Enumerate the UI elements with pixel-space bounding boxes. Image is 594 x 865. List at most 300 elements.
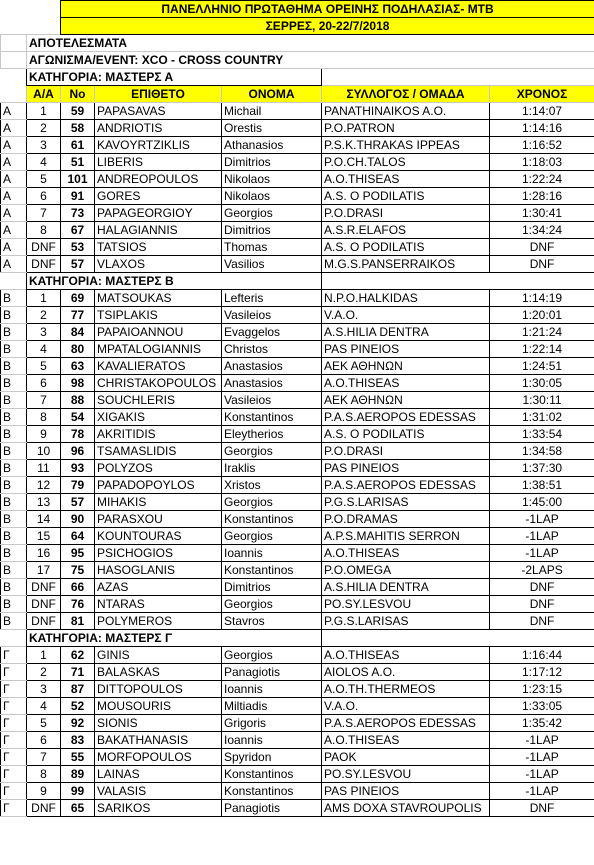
race-number: 71 <box>61 664 95 681</box>
position: 1 <box>27 103 61 120</box>
time: DNF <box>490 239 594 256</box>
result-row <box>1 137 594 154</box>
surname: BAKATHANASIS <box>95 732 222 749</box>
time: 1:45:00 <box>490 494 594 511</box>
race-number: 96 <box>61 443 95 460</box>
category-code: Α <box>1 222 27 239</box>
race-number: 69 <box>61 290 95 307</box>
time: 1:22:14 <box>490 341 594 358</box>
result-row <box>1 732 594 749</box>
surname: LIBERIS <box>95 154 222 171</box>
category-code: Γ <box>1 681 27 698</box>
banner-row-1 <box>1 1 594 18</box>
first-name: Dimitrios <box>222 222 322 239</box>
first-name: Anastasios <box>222 358 322 375</box>
result-row <box>1 426 594 443</box>
position: 6 <box>27 188 61 205</box>
position: 4 <box>27 341 61 358</box>
position: 9 <box>27 426 61 443</box>
page-title: ΑΠΟΤΕΛΕΣΜΑΤΑ <box>27 35 594 52</box>
category-code: Β <box>1 375 27 392</box>
position: 1 <box>27 647 61 664</box>
time: 1:14:19 <box>490 290 594 307</box>
first-name: Ioannis <box>222 732 322 749</box>
category-code: Γ <box>1 783 27 800</box>
time: 1:30:41 <box>490 205 594 222</box>
result-row <box>1 783 594 800</box>
club: A.S.R.ELAFOS <box>322 222 490 239</box>
club: P.O.DRASI <box>322 205 490 222</box>
time: 1:24:51 <box>490 358 594 375</box>
surname: MIHAKIS <box>95 494 222 511</box>
time: -2LAPS <box>490 562 594 579</box>
time: 1:16:52 <box>490 137 594 154</box>
category-code: Β <box>1 324 27 341</box>
category-code: Γ <box>1 749 27 766</box>
result-row <box>1 239 594 256</box>
first-name: Miltiadis <box>222 698 322 715</box>
position: 10 <box>27 443 61 460</box>
position: 17 <box>27 562 61 579</box>
race-number: 55 <box>61 749 95 766</box>
time: 1:14:16 <box>490 120 594 137</box>
category-row <box>1 630 594 647</box>
result-row <box>1 256 594 273</box>
race-number: 80 <box>61 341 95 358</box>
surname: MOUSOURIS <box>95 698 222 715</box>
category-code: Β <box>1 494 27 511</box>
result-row <box>1 562 594 579</box>
category-code: Β <box>1 409 27 426</box>
race-number: 93 <box>61 460 95 477</box>
first-name: Dimitrios <box>222 579 322 596</box>
position: 2 <box>27 664 61 681</box>
position: 3 <box>27 137 61 154</box>
result-row <box>1 715 594 732</box>
time: DNF <box>490 596 594 613</box>
column-header: ΟΝΟΜΑ <box>222 86 322 103</box>
club: V.A.O. <box>322 698 490 715</box>
result-row <box>1 409 594 426</box>
first-name: Konstantinos <box>222 783 322 800</box>
first-name: Georgios <box>222 205 322 222</box>
first-name: Orestis <box>222 120 322 137</box>
category-code: Α <box>1 154 27 171</box>
club: A.S. O PODILATIS <box>322 426 490 443</box>
time: 1:38:51 <box>490 477 594 494</box>
category-code: Γ <box>1 800 27 817</box>
first-name: Dimitrios <box>222 154 322 171</box>
race-number: 76 <box>61 596 95 613</box>
result-row <box>1 392 594 409</box>
category-code: Α <box>1 205 27 222</box>
header-row <box>1 86 594 103</box>
category-code: Β <box>1 426 27 443</box>
category-code: Β <box>1 307 27 324</box>
category-code: Β <box>1 562 27 579</box>
result-row <box>1 341 594 358</box>
result-row <box>1 154 594 171</box>
category-code: Β <box>1 528 27 545</box>
race-number: 92 <box>61 715 95 732</box>
category-code: Α <box>1 256 27 273</box>
race-number: 54 <box>61 409 95 426</box>
time: DNF <box>490 579 594 596</box>
surname: PSICHOGIOS <box>95 545 222 562</box>
first-name: Konstantinos <box>222 562 322 579</box>
surname: PARASXOU <box>95 511 222 528</box>
time: DNF <box>490 800 594 817</box>
category-label: ΚΑΤΗΓΟΡΙΑ: ΜΑΣΤΕΡΣ Α <box>27 69 322 86</box>
position: 7 <box>27 392 61 409</box>
first-name: Georgios <box>222 647 322 664</box>
race-number: 83 <box>61 732 95 749</box>
surname: BALASKAS <box>95 664 222 681</box>
surname: VALASIS <box>95 783 222 800</box>
race-number: 59 <box>61 103 95 120</box>
club: P.O.DRAMAS <box>322 511 490 528</box>
race-number: 61 <box>61 137 95 154</box>
time: -1LAP <box>490 766 594 783</box>
result-row <box>1 205 594 222</box>
result-row <box>1 545 594 562</box>
surname: PAPAGEORGIOY <box>95 205 222 222</box>
result-row <box>1 494 594 511</box>
club: P.G.S.LARISAS <box>322 494 490 511</box>
position: 8 <box>27 222 61 239</box>
category-code: Β <box>1 613 27 630</box>
position: 4 <box>27 698 61 715</box>
club: PAOK <box>322 749 490 766</box>
surname: LAINAS <box>95 766 222 783</box>
club: ΑΕΚ ΑΘΗΝΩΝ <box>322 358 490 375</box>
column-header: Α/Α <box>27 86 61 103</box>
category-code: Γ <box>1 698 27 715</box>
position: 4 <box>27 154 61 171</box>
club: P.O.OMEGA <box>322 562 490 579</box>
category-code: Γ <box>1 732 27 749</box>
first-name: Vasileios <box>222 307 322 324</box>
surname: DITTOPOULOS <box>95 681 222 698</box>
result-row <box>1 664 594 681</box>
club: A.O.THISEAS <box>322 375 490 392</box>
position: 7 <box>27 205 61 222</box>
first-name: Georgios <box>222 494 322 511</box>
time: 1:21:24 <box>490 324 594 341</box>
position: 9 <box>27 783 61 800</box>
result-row <box>1 528 594 545</box>
column-header: ΕΠΙΘΕΤΟ <box>95 86 222 103</box>
time: 1:34:58 <box>490 443 594 460</box>
first-name: Anastasios <box>222 375 322 392</box>
surname: PAPAIOANNOU <box>95 324 222 341</box>
result-row <box>1 698 594 715</box>
category-code: Β <box>1 358 27 375</box>
club: P.G.S.LARISAS <box>322 613 490 630</box>
surname: AKRITIDIS <box>95 426 222 443</box>
result-row <box>1 103 594 120</box>
surname: SIONIS <box>95 715 222 732</box>
category-code: Β <box>1 596 27 613</box>
race-number: 90 <box>61 511 95 528</box>
surname: GINIS <box>95 647 222 664</box>
club: A.O.THISEAS <box>322 647 490 664</box>
club: P.O.CH.TALOS <box>322 154 490 171</box>
first-name: Eleytherios <box>222 426 322 443</box>
race-number: 79 <box>61 477 95 494</box>
club: PO.SY.LESVOU <box>322 596 490 613</box>
time: 1:28:16 <box>490 188 594 205</box>
time: DNF <box>490 256 594 273</box>
position: 7 <box>27 749 61 766</box>
first-name: Georgios <box>222 596 322 613</box>
position: DNF <box>27 613 61 630</box>
position: DNF <box>27 800 61 817</box>
category-code: Γ <box>1 766 27 783</box>
first-name: Vasilios <box>222 256 322 273</box>
category-code: Α <box>1 239 27 256</box>
club: P.O.DRASI <box>322 443 490 460</box>
position: 3 <box>27 324 61 341</box>
surname: MPATALOGIANNIS <box>95 341 222 358</box>
surname: KOUNTOURAS <box>95 528 222 545</box>
category-code: Α <box>1 188 27 205</box>
race-number: 77 <box>61 307 95 324</box>
result-row <box>1 613 594 630</box>
first-name: Nikolaos <box>222 171 322 188</box>
time: -1LAP <box>490 732 594 749</box>
club: V.A.O. <box>322 307 490 324</box>
surname: POLYZOS <box>95 460 222 477</box>
club: AIOLOS A.O. <box>322 664 490 681</box>
club: A.O.THISEAS <box>322 732 490 749</box>
surname: XIGAKIS <box>95 409 222 426</box>
surname: POLYMEROS <box>95 613 222 630</box>
banner-date: ΣΕΡΡΕΣ, 20-22/7/2018 <box>61 18 594 35</box>
category-code: Β <box>1 511 27 528</box>
club: M.G.S.PANSERRAIKOS <box>322 256 490 273</box>
race-number: 64 <box>61 528 95 545</box>
club: A.S. O PODILATIS <box>322 239 490 256</box>
category-code: Β <box>1 443 27 460</box>
result-row <box>1 460 594 477</box>
time: 1:33:54 <box>490 426 594 443</box>
position: 12 <box>27 477 61 494</box>
position: 2 <box>27 120 61 137</box>
category-code: Γ <box>1 664 27 681</box>
race-number: 78 <box>61 426 95 443</box>
time: 1:16:44 <box>490 647 594 664</box>
first-name: Nikolaos <box>222 188 322 205</box>
category-code: Β <box>1 579 27 596</box>
first-name: Spyridon <box>222 749 322 766</box>
surname: TSIPLAKIS <box>95 307 222 324</box>
race-number: 73 <box>61 205 95 222</box>
first-name: Vasileios <box>222 392 322 409</box>
first-name: Iraklis <box>222 460 322 477</box>
position: 6 <box>27 732 61 749</box>
time: 1:17:12 <box>490 664 594 681</box>
surname: CHRISTAKOPOULOS <box>95 375 222 392</box>
race-number: 99 <box>61 783 95 800</box>
result-row <box>1 766 594 783</box>
club: A.O.TH.THERMEOS <box>322 681 490 698</box>
position: 6 <box>27 375 61 392</box>
time: 1:37:30 <box>490 460 594 477</box>
position: DNF <box>27 239 61 256</box>
surname: KAVOYRTZIKLIS <box>95 137 222 154</box>
club: N.P.O.HALKIDAS <box>322 290 490 307</box>
surname: SARIKOS <box>95 800 222 817</box>
position: DNF <box>27 596 61 613</box>
club: A.S. O PODILATIS <box>322 188 490 205</box>
race-number: 57 <box>61 494 95 511</box>
time: -1LAP <box>490 528 594 545</box>
race-number: 66 <box>61 579 95 596</box>
category-code: Β <box>1 392 27 409</box>
category-label: ΚΑΤΗΓΟΡΙΑ: ΜΑΣΤΕΡΣ Β <box>27 273 322 290</box>
position: 3 <box>27 681 61 698</box>
club: A.O.THISEAS <box>322 171 490 188</box>
race-number: 75 <box>61 562 95 579</box>
category-code: Α <box>1 171 27 188</box>
first-name: Panagiotis <box>222 664 322 681</box>
first-name: Stavros <box>222 613 322 630</box>
banner-row-2 <box>1 18 594 35</box>
time: -1LAP <box>490 783 594 800</box>
result-row <box>1 307 594 324</box>
first-name: Georgios <box>222 528 322 545</box>
surname: TSAMASLIDIS <box>95 443 222 460</box>
result-row <box>1 596 594 613</box>
first-name: Athanasios <box>222 137 322 154</box>
club: ΑΕΚ ΑΘΗΝΩΝ <box>322 392 490 409</box>
column-header: ΧΡΟΝΟΣ <box>490 86 594 103</box>
club: P.A.S.AEROPOS EDESSAS <box>322 409 490 426</box>
category-code: Α <box>1 120 27 137</box>
result-row <box>1 358 594 375</box>
position: 11 <box>27 460 61 477</box>
time: 1:30:11 <box>490 392 594 409</box>
surname: PAPASAVAS <box>95 103 222 120</box>
category-code: Β <box>1 341 27 358</box>
time: 1:34:24 <box>490 222 594 239</box>
position: 5 <box>27 715 61 732</box>
time: -1LAP <box>490 545 594 562</box>
race-number: 57 <box>61 256 95 273</box>
banner-title: ΠΑΝΕΛΛΗΝΙΟ ΠΡΩΤΑΘΗΜΑ ΟΡΕΙΝΗΣ ΠΟΔΗΛΑΣΙΑΣ- ΜΤΒ <box>61 1 594 18</box>
first-name: Xristos <box>222 477 322 494</box>
first-name: Konstantinos <box>222 766 322 783</box>
category-code: Γ <box>1 647 27 664</box>
category-code: Β <box>1 477 27 494</box>
time: -1LAP <box>490 749 594 766</box>
position: 15 <box>27 528 61 545</box>
club: A.S.HILIA DENTRA <box>322 579 490 596</box>
first-name: Konstantinos <box>222 511 322 528</box>
position: 8 <box>27 766 61 783</box>
race-number: 101 <box>61 171 95 188</box>
first-name: Lefteris <box>222 290 322 307</box>
race-number: 52 <box>61 698 95 715</box>
race-number: 87 <box>61 681 95 698</box>
club: PAS PINEIOS <box>322 460 490 477</box>
club: PANATHINAIKOS A.O. <box>322 103 490 120</box>
result-row <box>1 800 594 817</box>
first-name: Ioannis <box>222 681 322 698</box>
category-code: Β <box>1 545 27 562</box>
surname: MATSOUKAS <box>95 290 222 307</box>
time: 1:23:15 <box>490 681 594 698</box>
club: P.A.S.AEROPOS EDESSAS <box>322 477 490 494</box>
time: DNF <box>490 613 594 630</box>
first-name: Grigoris <box>222 715 322 732</box>
position: 13 <box>27 494 61 511</box>
category-code: Β <box>1 460 27 477</box>
result-row <box>1 222 594 239</box>
time: 1:35:42 <box>490 715 594 732</box>
time: 1:31:02 <box>490 409 594 426</box>
race-number: 98 <box>61 375 95 392</box>
race-number: 95 <box>61 545 95 562</box>
surname: VLAXOS <box>95 256 222 273</box>
result-row <box>1 511 594 528</box>
race-number: 88 <box>61 392 95 409</box>
time: -1LAP <box>490 511 594 528</box>
time: 1:22:24 <box>490 171 594 188</box>
race-number: 53 <box>61 239 95 256</box>
club: PAS PINEIOS <box>322 783 490 800</box>
position: 2 <box>27 307 61 324</box>
race-number: 58 <box>61 120 95 137</box>
race-number: 89 <box>61 766 95 783</box>
surname: KAVALIERATOS <box>95 358 222 375</box>
club: PAS PINEIOS <box>322 341 490 358</box>
race-number: 65 <box>61 800 95 817</box>
surname: ANDRIOTIS <box>95 120 222 137</box>
surname: PAPADOPOYLOS <box>95 477 222 494</box>
title-row <box>1 35 594 52</box>
surname: TATSIOS <box>95 239 222 256</box>
position: 5 <box>27 358 61 375</box>
column-header: ΣΥΛΛΟΓΟΣ / ΟΜΑΔΑ <box>322 86 490 103</box>
race-number: 63 <box>61 358 95 375</box>
column-header: Νο <box>61 86 95 103</box>
first-name: Konstantinos <box>222 409 322 426</box>
result-row <box>1 749 594 766</box>
surname: HASOGLANIS <box>95 562 222 579</box>
club: PO.SY.LESVOU <box>322 766 490 783</box>
time: 1:20:01 <box>490 307 594 324</box>
position: 8 <box>27 409 61 426</box>
club: A.P.S.MAHITIS SERRON <box>322 528 490 545</box>
surname: SOUCHLERIS <box>95 392 222 409</box>
result-row <box>1 443 594 460</box>
first-name: Georgios <box>222 443 322 460</box>
race-number: 67 <box>61 222 95 239</box>
race-number: 51 <box>61 154 95 171</box>
category-row <box>1 69 594 86</box>
surname: MORFOPOULOS <box>95 749 222 766</box>
time: 1:33:05 <box>490 698 594 715</box>
first-name: Michail <box>222 103 322 120</box>
category-code: Α <box>1 137 27 154</box>
result-row <box>1 120 594 137</box>
club: P.O.PATRON <box>322 120 490 137</box>
first-name: Thomas <box>222 239 322 256</box>
result-row <box>1 375 594 392</box>
result-row <box>1 681 594 698</box>
